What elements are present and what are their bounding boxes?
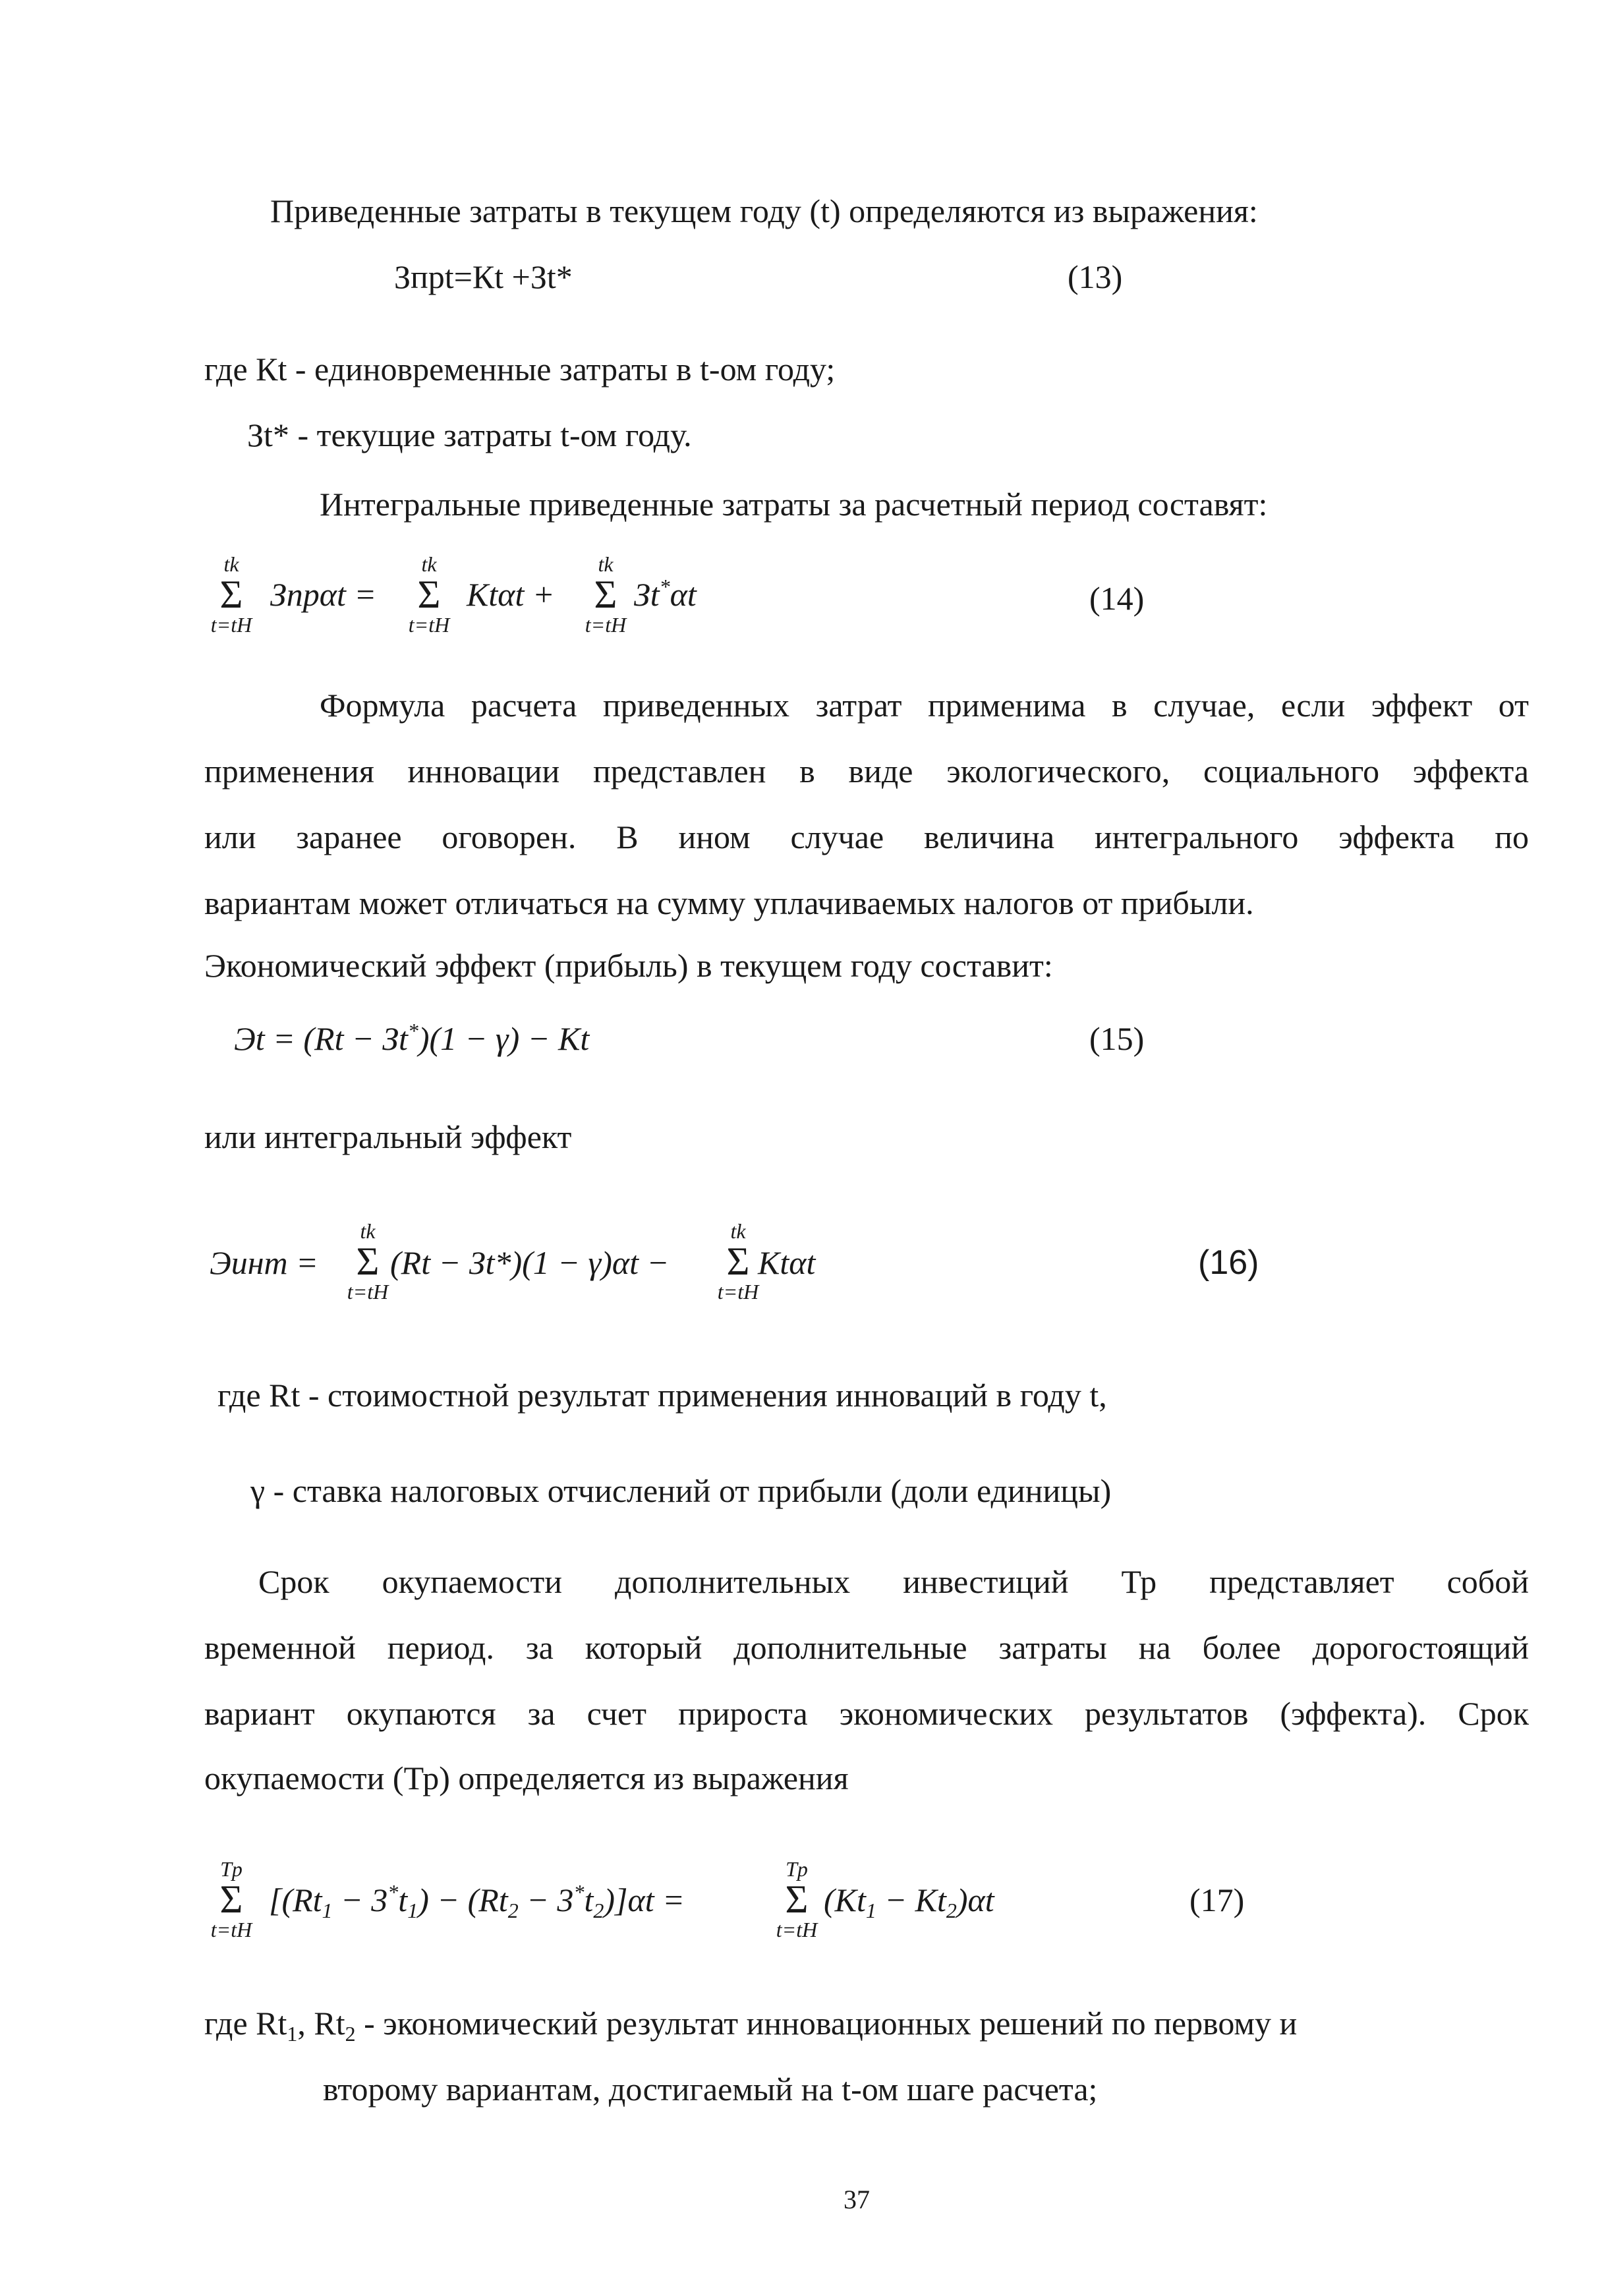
paragraph-line: или заранее оговорен. В ином случае величина интегрального эффекта по [204, 818, 1529, 855]
sum-operator: tk Σ t=tH [717, 1219, 759, 1304]
equation-number-14: (14) [1089, 580, 1145, 617]
formula-14-part-a: Зnpαt = [270, 576, 377, 613]
formula-14-part-c: Зt*αt [634, 575, 697, 613]
formula-17-right: $(Kt_1 - Kt_2)\alpha t$ [824, 1881, 994, 1922]
where-rt: где Rt - стоимостной результат применения инноваций в году t, [217, 1377, 1107, 1414]
formula-14-part-b: Ktαt + [467, 576, 555, 613]
intro-line: Приведенные затраты в текущем году (t) определяются из выражения: [270, 192, 1258, 229]
equation-number-13: (13) [1068, 258, 1123, 295]
paragraph-line: окупаемости (Тр) определяется из выражения [204, 1760, 849, 1796]
where-rt12: где $Rt_1$, $Rt_2$ - экономический результат инновационных решений по первому и [204, 2005, 1298, 2046]
sum-operator: tk Σ t=tH [585, 552, 627, 637]
page-number: 37 [844, 2185, 870, 2214]
sum-operator: Tp Σ t=tH [776, 1857, 818, 1941]
formula-13: Зпрt=Кt +Зt* [394, 258, 573, 295]
formula-15: Эt = (Rt − Зt*)(1 − γ) − Kt [234, 1019, 590, 1057]
where-kt: где Кt - единовременные затраты в t-ом году; [204, 351, 836, 387]
paragraph-line: временной период. за который дополнительные затраты на более дорогостоящий [204, 1629, 1529, 1666]
formula-17-left: $[(Rt_1 - 3^*t_1) - (Rt_2 - 3^*t_2)]\alpha t$ = [269, 1880, 685, 1922]
where-zt: Зt* - текущие затраты t-ом году. [247, 416, 692, 453]
paragraph-line: Срок окупаемости дополнительных инвестиций Тр представляет собой [258, 1563, 1529, 1600]
or-integral-line: или интегральный эффект [204, 1118, 572, 1155]
sum-operator: tk Σ t=tH [210, 552, 252, 637]
sum-operator: tk Σ t=tH [347, 1219, 389, 1304]
paragraph-line: Формула расчета приведенных затрат применима в случае, если эффект от [320, 687, 1529, 724]
formula-16-part-a: Эинт = [210, 1244, 318, 1281]
sum-operator: Tp Σ t=tH [210, 1857, 252, 1941]
formula-16-part-c: Ktαt [758, 1244, 816, 1281]
sum-operator: tk Σ t=tH [408, 552, 450, 637]
where-gamma: γ - ставка налоговых отчислений от прибыли (доли единицы) [250, 1472, 1112, 1509]
equation-number-17: (17) [1189, 1881, 1245, 1918]
econ-effect-line: Экономический эффект (прибыль) в текущем году составит: [204, 947, 1053, 984]
paragraph-line: применения инновации представлен в виде экологического, социального эффекта [204, 753, 1529, 789]
where-rt12-continued: второму вариантам, достигаемый на t-ом шаге расчета; [323, 2071, 1098, 2108]
paragraph-line: вариантам может отличаться на сумму уплачиваемых налогов от прибыли. [204, 884, 1254, 921]
equation-number-16: (16) [1198, 1244, 1259, 1282]
integral-intro: Интегральные приведенные затраты за расчетный период составят: [320, 486, 1268, 523]
equation-number-15: (15) [1089, 1020, 1145, 1057]
formula-16-part-b: (Rt − Зt*)(1 − γ)αt − [390, 1244, 670, 1281]
paragraph-line: вариант окупаются за счет прироста экономических результатов (эффекта). Срок [204, 1695, 1529, 1732]
